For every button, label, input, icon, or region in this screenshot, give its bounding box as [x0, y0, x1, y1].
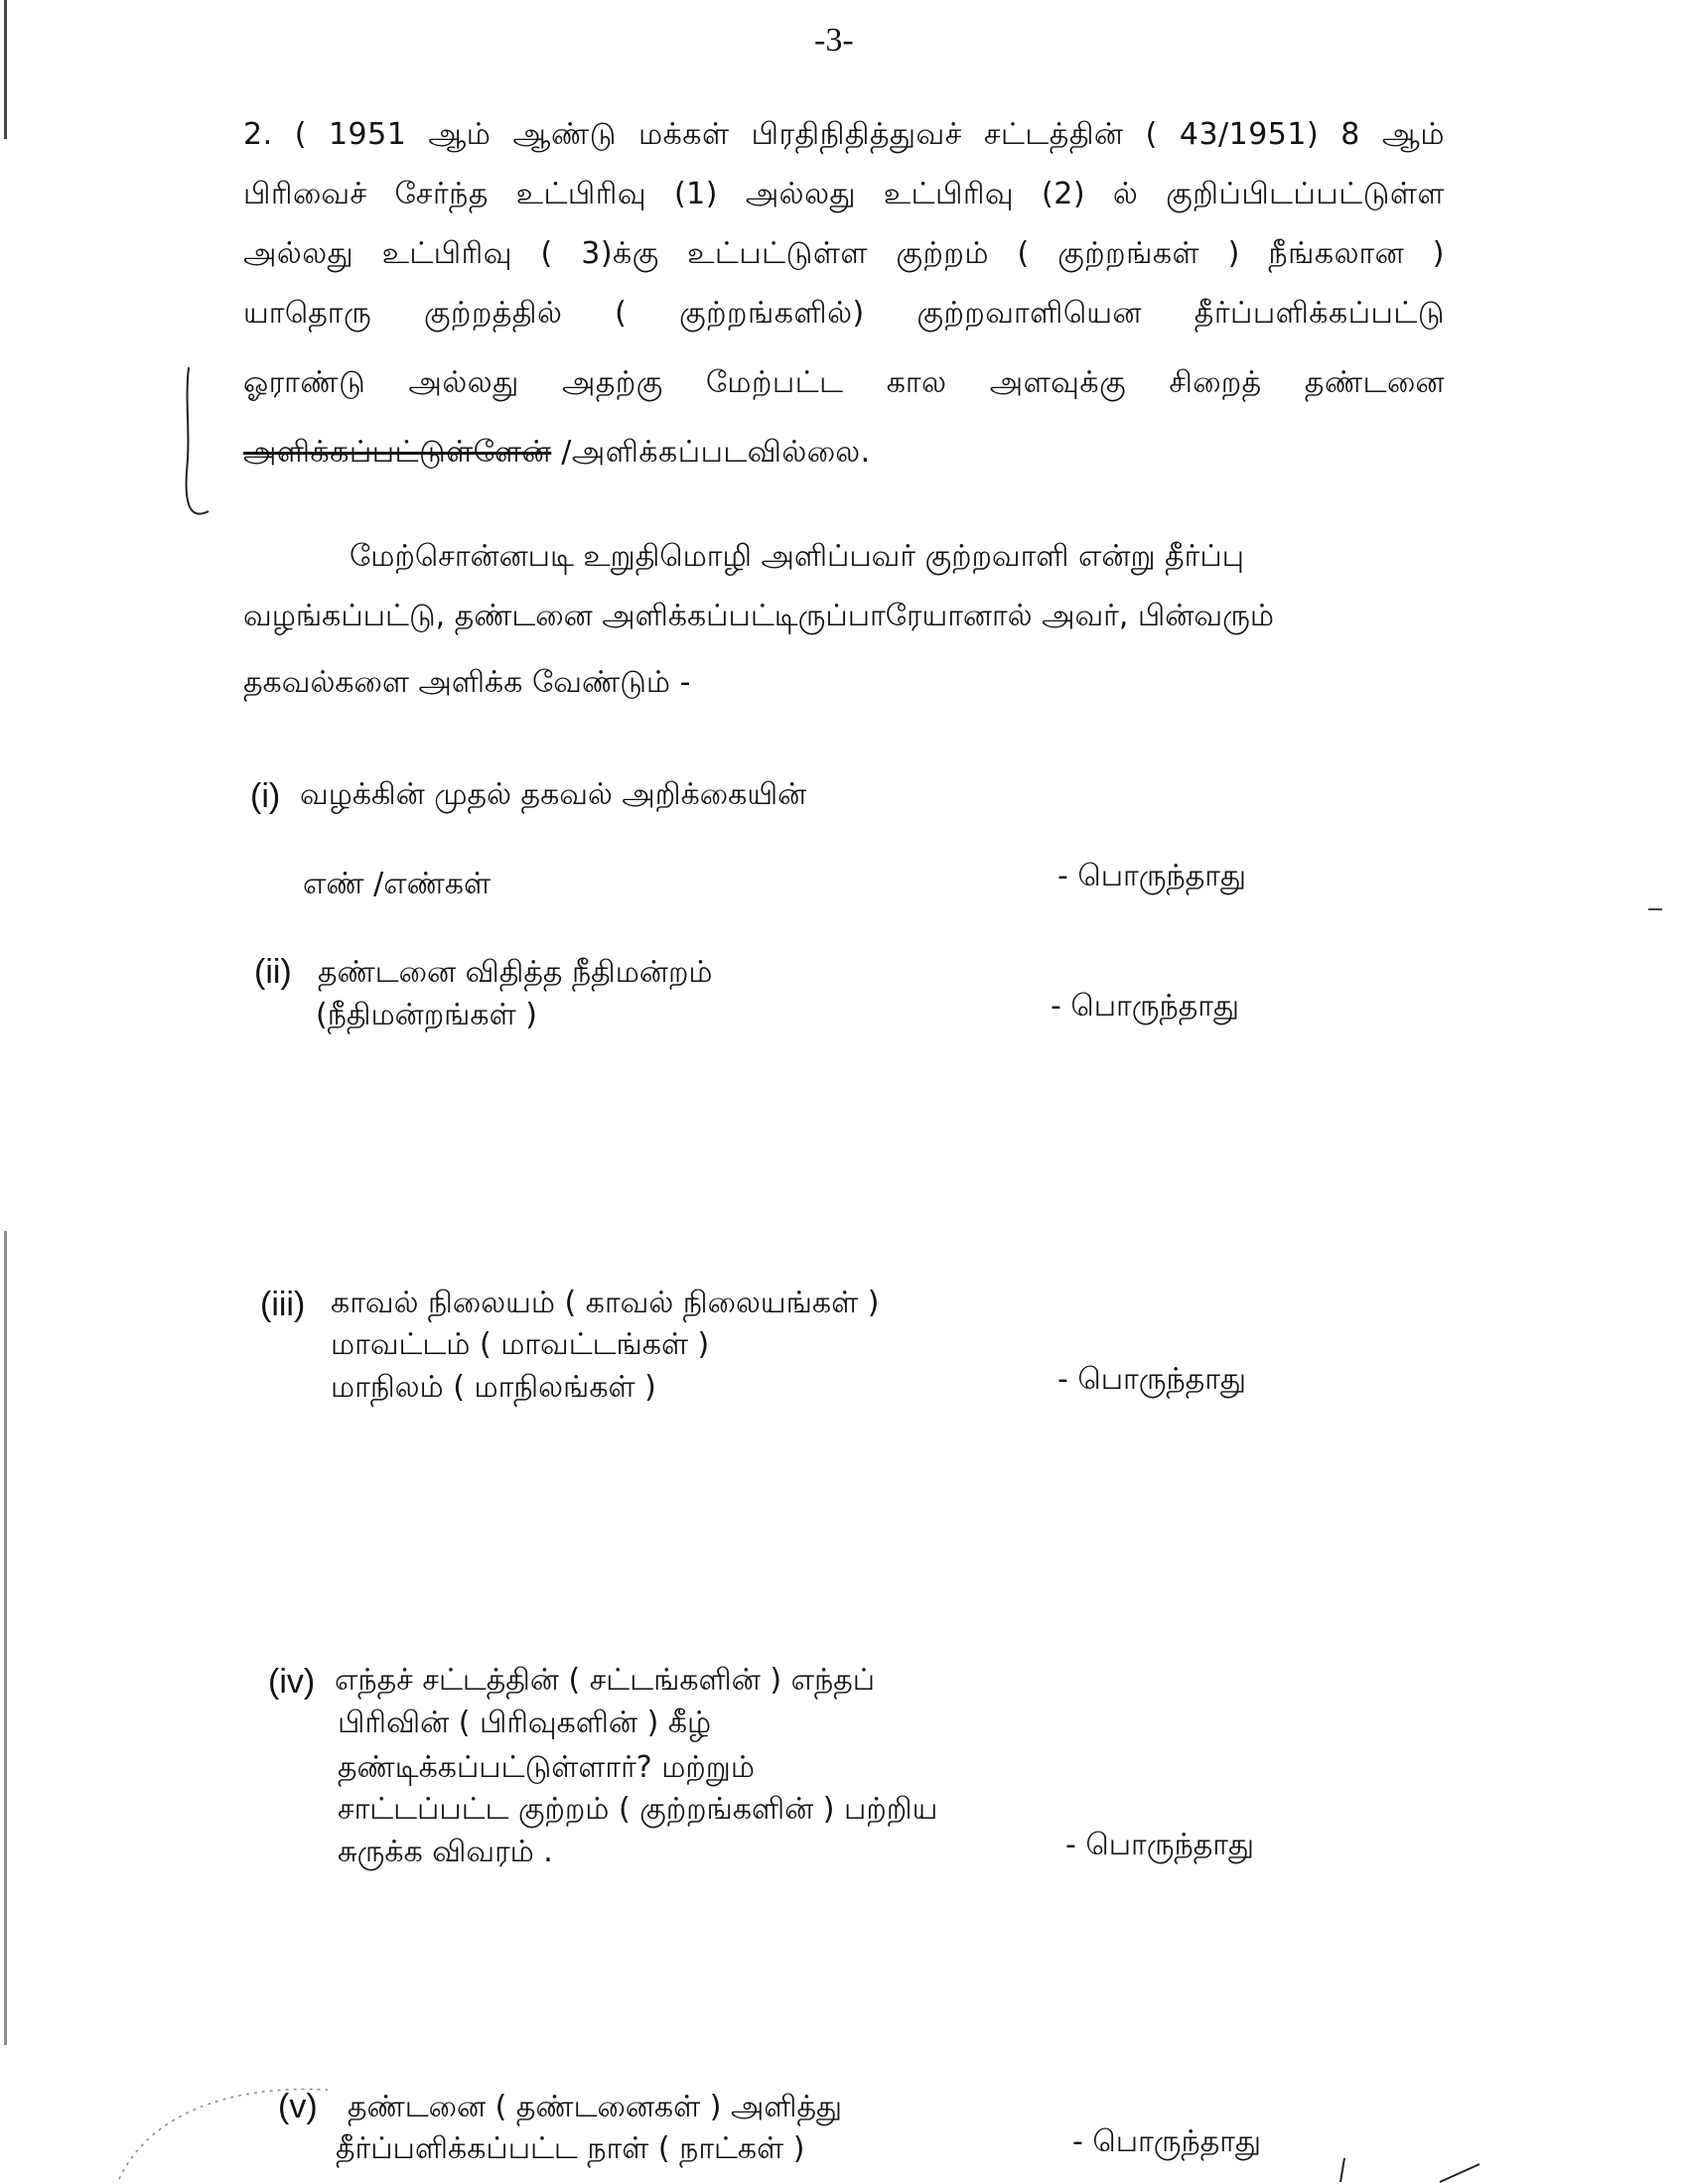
- item-value: - பொருந்தாது: [1057, 1362, 1246, 1397]
- paragraph-last-line: [243, 435, 871, 474]
- item-line: வழக்கின் முதல் தகவல் அறிக்கையின்: [300, 777, 807, 812]
- paragraph-line: ஓராண்டு அல்லது அதற்கு மேற்பட்ட கால அளவுக்கு சிறைத் தண்டனை: [243, 365, 1445, 400]
- item-line: மாநிலம் ( மாநிலங்கள் ): [331, 1370, 656, 1405]
- item-line: பிரிவின் ( பிரிவுகளின் ) கீழ்: [338, 1706, 712, 1740]
- scan-edge-mark: [4, 0, 7, 139]
- paragraph-line: 2. ( 1951 ஆம் ஆண்டு மக்கள் பிரதிநிதித்துவச் சட்டத்தின் ( 43/1951) 8 ஆம்: [243, 117, 1445, 152]
- item-line: தண்டனை விதித்த நீதிமன்றம்: [318, 955, 713, 990]
- item-line: தீர்ப்பளிக்கப்பட்ட நாள் ( நாட்கள் ): [336, 2131, 805, 2166]
- handwritten-stroke-mark: [1331, 2154, 1489, 2184]
- remaining-text: /அளிக்கப்படவில்லை.: [551, 435, 871, 470]
- scan-edge-mark: [4, 1231, 7, 2045]
- handwritten-bracket-mark: [169, 362, 228, 541]
- paragraph-line: பிரிவைச் சேர்ந்த உட்பிரிவு (1) அல்லது உட்பிரிவு (2) ல் குறிப்பிடப்பட்டுள்ள: [243, 177, 1445, 211]
- item-value: - பொருந்தாது: [1057, 859, 1246, 893]
- intro-line: தகவல்களை அளிக்க வேண்டும் -: [243, 665, 691, 700]
- item-value: - பொருந்தாது: [1065, 1828, 1254, 1862]
- item-line: தண்டனை ( தண்டனைகள் ) அளித்து: [348, 2090, 843, 2124]
- item-value: - பொருந்தாது: [1072, 2124, 1261, 2159]
- margin-mark: [1648, 908, 1662, 910]
- paragraph-line: அல்லது உட்பிரிவு ( 3)க்கு உட்பட்டுள்ள குற்றம் ( குற்றங்கள் ) நீங்கலான ): [243, 236, 1445, 271]
- item-value: - பொருந்தாது: [1051, 989, 1239, 1024]
- item-line: காவல் நிலையம் ( காவல் நிலையங்கள் ): [331, 1286, 880, 1320]
- intro-line: வழங்கப்பட்டு, தண்டனை அளிக்கப்பட்டிருப்பாரேயானால் அவர், பின்வரும்: [243, 599, 1275, 633]
- stamp-mark: [109, 2065, 338, 2184]
- intro-line: மேற்சொன்னபடி உறுதிமொழி அளிப்பவர் குற்றவாளி என்று தீர்ப்பு: [350, 539, 1244, 574]
- item-numeral: (v): [278, 2088, 318, 2125]
- item-numeral: (i): [250, 777, 281, 815]
- item-line: மாவட்டம் ( மாவட்டங்கள் ): [331, 1327, 710, 1362]
- item-line: சாட்டப்பட்ட குற்றம் ( குற்றங்களின் ) பற்றிய: [338, 1792, 938, 1827]
- item-line: சுருக்க விவரம் .: [338, 1835, 553, 1869]
- paragraph-line: யாதொரு குற்றத்தில் ( குற்றங்களில்) குற்றவாளியென தீர்ப்பளிக்கப்பட்டு: [243, 296, 1445, 331]
- struck-text: அளிக்கப்பட்டுள்ளேன்: [243, 435, 552, 470]
- item-line: எண் /எண்கள்: [303, 867, 492, 901]
- page-number: -3-: [814, 22, 854, 59]
- item-numeral: (iv): [268, 1663, 316, 1701]
- item-line: தண்டிக்கப்பட்டுள்ளார்? மற்றும்: [338, 1750, 755, 1785]
- item-line: (நீதிமன்றங்கள் ): [316, 998, 537, 1032]
- item-line: எந்தச் சட்டத்தின் ( சட்டங்களின் ) எந்தப்: [335, 1663, 876, 1698]
- item-numeral: (ii): [254, 953, 292, 991]
- item-numeral: (iii): [260, 1286, 306, 1323]
